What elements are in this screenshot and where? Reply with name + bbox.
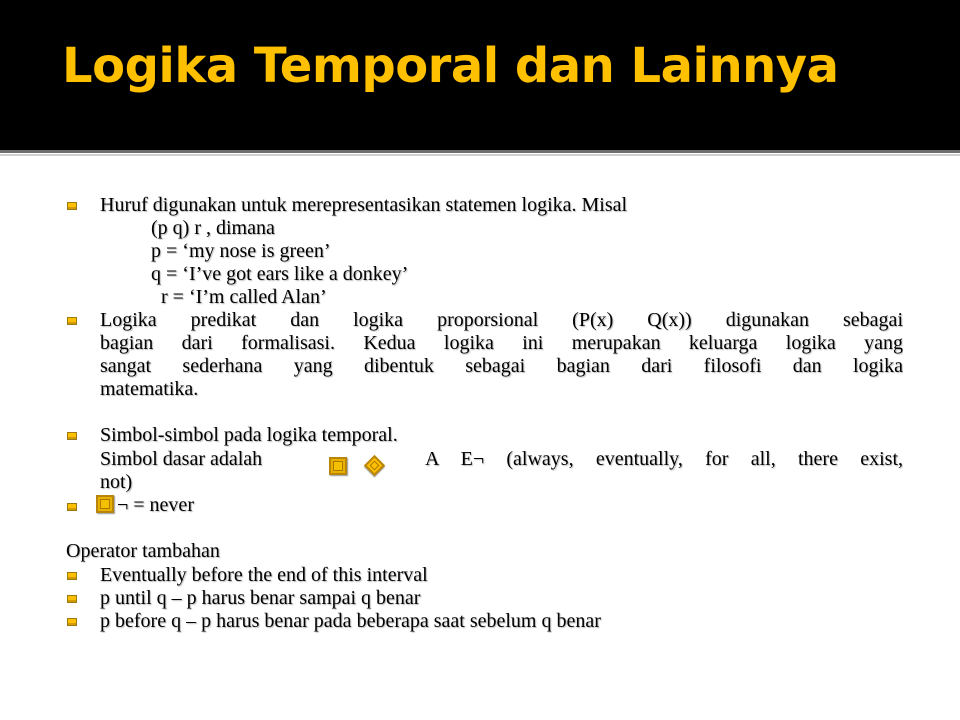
bullet-marker [67, 595, 77, 603]
p-definition: p = ‘my nose is green’ [151, 240, 331, 262]
temporal-symbols-heading: Simbol-simbol pada logika temporal. [100, 424, 398, 446]
r-definition: r = ‘I’m called Alan’ [161, 286, 327, 308]
basic-symbols-suffix: A E¬ (always, eventually, for all, there exist, [425, 448, 903, 470]
formula-line: (p q) r , dimana [151, 217, 275, 239]
bullet-marker [67, 432, 77, 440]
q-definition: q = ‘I’ve got ears like a donkey’ [151, 263, 409, 285]
predicate-logic-line-4: matematika. [100, 378, 199, 400]
operator-item: Eventually before the end of this interval [100, 564, 428, 586]
operator-item: p until q – p harus benar sampai q benar [100, 587, 421, 609]
box-icon [329, 457, 347, 475]
bullet-marker [67, 317, 77, 325]
predicate-logic-line-2: bagian dari formalisasi. Kedua logika ini merupakan keluarga logika yang [100, 332, 903, 354]
additional-operators-heading: Operator tambahan [66, 540, 220, 562]
basic-symbols-prefix: Simbol dasar adalah [100, 448, 263, 470]
slide-title: Logika Temporal dan Lainnya [62, 38, 839, 94]
bullet-marker [67, 618, 77, 626]
box-icon [96, 495, 114, 513]
predicate-logic-line-1: Logika predikat dan logika proporsional (P(x) Q(x)) digunakan sebagai [100, 309, 903, 331]
bullet-marker [67, 202, 77, 210]
bullet-marker [67, 572, 77, 580]
diamond-icon [364, 455, 385, 476]
bullet-marker [67, 503, 77, 511]
operator-item: p before q – p harus benar pada beberapa saat sebelum q benar [100, 610, 601, 632]
predicate-logic-line-3: sangat sederhana yang dibentuk sebagai bagian dari filosofi dan logika [100, 355, 903, 377]
bullet-letters-statement: Huruf digunakan untuk merepresentasikan statemen logika. Misal [100, 194, 628, 216]
never-definition: ¬ = never [117, 494, 194, 516]
basic-symbols-tail: not) [100, 471, 133, 493]
